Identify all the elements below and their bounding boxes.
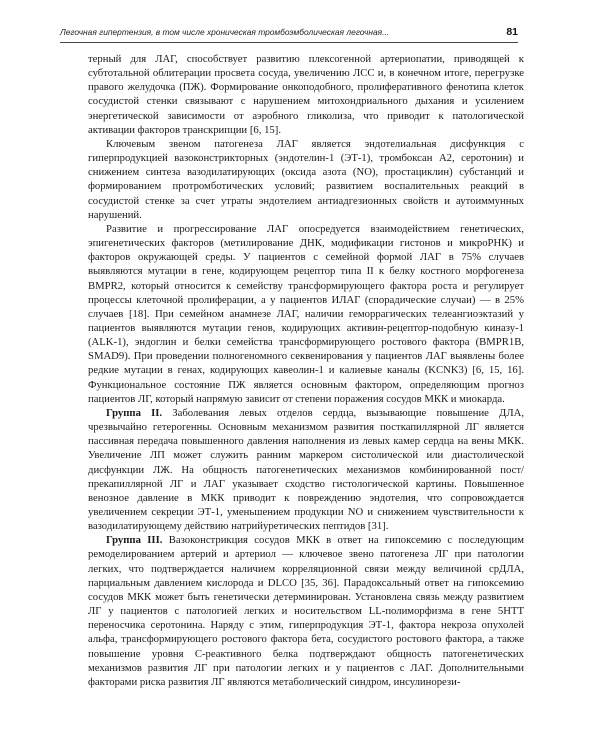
body-text — [88, 52, 524, 689]
paragraph — [88, 222, 524, 406]
paragraph — [88, 406, 524, 533]
running-header — [60, 26, 518, 43]
paragraph — [88, 137, 524, 222]
paragraph-text: Заболевания левых отделов сердца, вызывающие повышение ДЛА, чрезвычайно гетерогенны. Основным механизмом развития посткапиллярной ЛГ является пассивная передача повышенного давления наполнения из левых камер сердца на вены МКК. Увеличение ЛП может служить ранним маркером систолической или диастолической дисфункции ЛЖ. На общность патогенетических механизмов комбинированной пост/прекапиллярной ЛГ и ЛАГ указывает сходство гистологической картины. Повышенное венозное давление в МКК приводит к повреждению эндотелия, что сопровождается увеличением секреции ЭТ-1, уменьшением продукции NO и снижением чувствительности к вазодилатирующему действию натрийуретических пептидов [31]. — [88, 406, 524, 533]
group-heading: Группа II. — [106, 406, 163, 419]
paragraph-text: терный для ЛАГ, способствует развитию плексогенной артериопатии, приводящей к субтотальной облитерации просвета сосуда, увеличению ЛСС и, в конечном итоге, перегрузке правого желудочка (ПЖ). Формирование онкоподобного, пролиферативного фенотипа клеток сосудистой стенки связывают с нарушением митохондриального дыхания и усилением энергетической зависимости от аэробного гликолиза, что приводит к патологической активации факторов транскрипции [6, 15]. — [88, 53, 524, 136]
paragraph-text: Ключевым звеном патогенеза ЛАГ является эндотелиальная дисфункция с гиперпродукцией вазоконстрикторных (эндотелин-1 (ЭТ-1), тромбоксан А2, серотонин) и снижением синтеза вазодилатирующих (оксида азота (NO), простациклин) субстанций и формированием протромботических условий; развитием воспалительных реакций в сосудистой стенке за счет утраты эндотелием антиадгезионных свойств и аутоиммунных нарушений. — [88, 137, 524, 221]
paragraph-text: Вазоконстрикция сосудов МКК в ответ на гипоксемию с последующим ремоделированием артерий и артериол — ключевое звено патогенеза ЛГ при патологии легких, что подтверждается наличием корреляционной связи между величиной срДЛА, парциальным давлением кислорода и DLCO [35, 36]. Парадоксальный ответ на гипоксемию сосудов МКК может быть генетически детерминирован. Установлена связь между развитием ЛГ у пациентов с патологией легких и носительством LL-полиморфизма в гене 5HTT переносчика серотонина. Наряду с этим, гиперпродукция ЭТ-1, фактора некроза опухолей альфа, трансформирующего ростового фактора бета, сосудистого ростового фактора, а также повышение уровня С-реактивного белка подтверждают общность патогенетических механизмов развития ЛГ при патологии легких и у пациентов с ЛАГ. Дополнительными факторами риска развития ЛГ являются метаболический синдром, инсулинорези- — [88, 534, 524, 688]
page-number: 81 — [506, 26, 518, 38]
running-header-title: Легочная гипертензия, в том числе хроническая тромбоэмболическая легочная... — [60, 27, 390, 37]
group-heading: Группа III. — [106, 534, 163, 547]
paragraph-text: Развитие и прогрессирование ЛАГ опосредуется взаимодействием генетических, эпигенетических факторов (метилирование ДНК, модификации гистонов и микроРНК) и факторов окружающей среды. У пациентов с семейной формой ЛАГ в 75% случаев выявляются мутации в гене, кодирующем рецептор типа II к белку костного морфогенеза BMPR2, который относится к семейству трансформирующего фактора роста и регулирует процессы клеточной пролиферации, а у пациентов ИЛАГ (спорадические случаи) — в 25% случаев [18]. При семейном анамнезе ЛАГ, наличии геморрагических телеангиоэктазий у пациентов выявляются мутации генов, кодирующих активин-рецептор-подобную киназу-1 (ALK-1), эндоглин и белки семейства трансформирующего ростового фактора (BMPR1B, SMAD9). При проведении полногеномного секвенирования у пациентов ЛАГ выявлены более редкие мутации в генах, кодирующих кавеолин-1 и калиевые каналы (KCNK3) [6, 15, 16]. Функциональное состояние ПЖ является основным фактором, определяющим прогноз пациентов ЛГ, который напрямую зависит от степени поражения сосудов МКК и миокарда. — [88, 222, 524, 405]
paragraph — [88, 533, 524, 689]
paragraph — [88, 52, 524, 137]
